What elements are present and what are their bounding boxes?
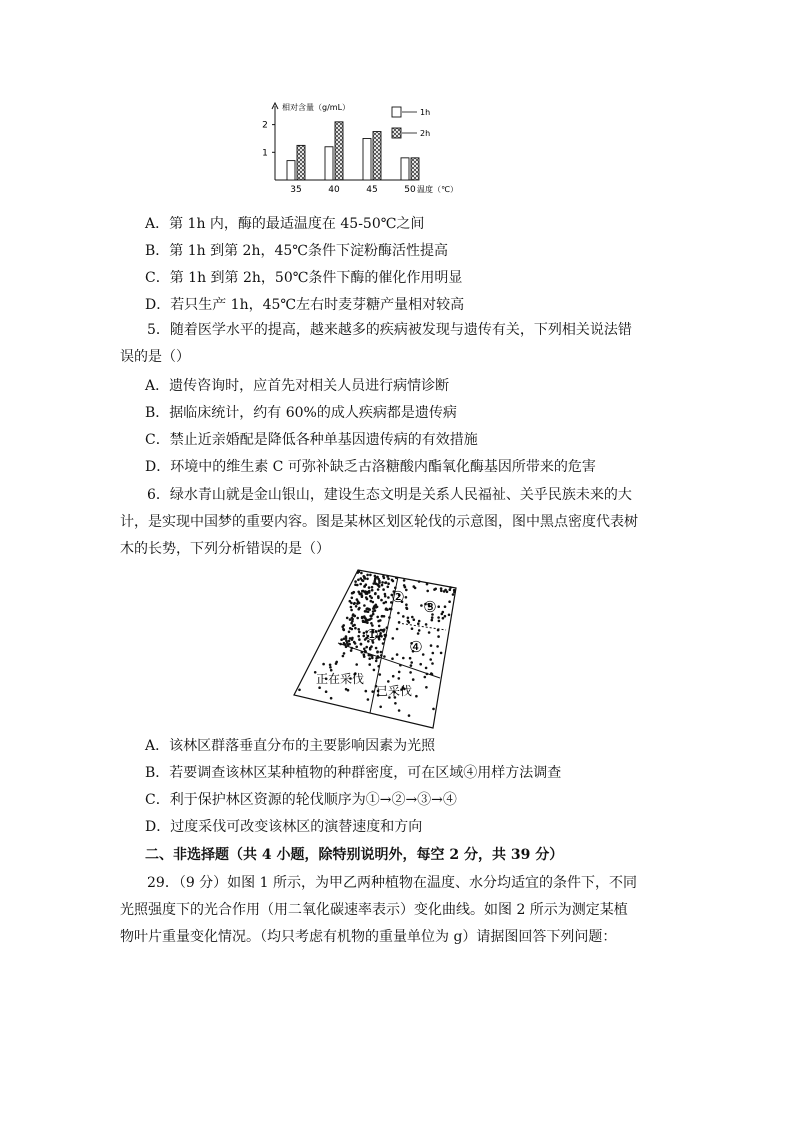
tree-dot xyxy=(354,580,357,583)
tree-dot xyxy=(429,658,432,661)
tree-dot xyxy=(349,600,352,603)
tree-dot xyxy=(366,607,369,610)
tree-dot xyxy=(355,605,358,608)
tree-dot xyxy=(366,574,369,577)
tree-dot xyxy=(408,714,411,717)
tree-dot xyxy=(348,640,351,643)
tree-dot xyxy=(383,577,386,580)
tree-dot xyxy=(378,585,381,588)
tree-dot xyxy=(318,686,321,689)
tree-dot xyxy=(417,622,420,625)
legend-swatch-2h xyxy=(392,128,401,138)
q4-option-c: C．第 1h 到第 2h，50℃条件下酶的催化作用明显 xyxy=(145,270,463,286)
tree-dot xyxy=(403,579,406,582)
bar-2h-45 xyxy=(373,132,381,180)
tree-dot xyxy=(372,601,375,604)
region-4-label: ④ xyxy=(409,638,423,656)
tree-dot xyxy=(425,667,428,670)
tree-dot xyxy=(444,615,447,618)
region-3-label: ③ xyxy=(423,598,437,616)
tree-dot xyxy=(369,615,372,618)
tree-dot xyxy=(349,627,352,630)
tree-dot xyxy=(357,628,360,631)
tree-dot xyxy=(386,608,389,611)
tree-dot xyxy=(442,611,445,614)
tree-dot xyxy=(411,627,414,630)
tree-dot xyxy=(440,652,443,655)
tree-dot xyxy=(437,616,440,619)
tree-dot xyxy=(389,608,392,611)
tree-dot xyxy=(406,607,409,610)
tree-dot xyxy=(431,662,434,665)
tree-dot xyxy=(448,600,451,603)
tree-dot xyxy=(436,645,439,648)
bar-1h-40 xyxy=(325,147,333,180)
y-axis-label: 相对含量（g/mL） xyxy=(282,103,351,112)
tree-dot xyxy=(380,635,383,638)
tree-dot xyxy=(369,574,372,577)
tree-dot xyxy=(375,604,378,607)
legend-swatch-1h xyxy=(392,107,401,117)
tree-dot xyxy=(362,580,365,583)
tree-dot xyxy=(343,642,346,645)
tree-dot xyxy=(374,575,377,578)
tree-dot xyxy=(340,638,343,641)
tree-dot xyxy=(373,669,376,672)
x-tick-label: 40 xyxy=(328,185,340,195)
tree-dot xyxy=(371,586,374,589)
region-1-label: ① xyxy=(365,626,379,644)
tree-dot xyxy=(405,589,408,592)
tree-dot xyxy=(359,593,362,596)
tree-dot xyxy=(407,617,410,620)
bar-1h-50 xyxy=(401,158,409,180)
tree-dot xyxy=(383,638,386,641)
tree-dot xyxy=(358,607,361,610)
tree-dot xyxy=(354,583,357,586)
tree-dot xyxy=(339,643,342,646)
tree-dot xyxy=(368,663,371,666)
tree-dot xyxy=(398,709,401,712)
tree-dot xyxy=(437,605,440,608)
tree-dot xyxy=(430,672,433,675)
tree-dot xyxy=(322,663,325,666)
tree-dot xyxy=(405,603,408,606)
tree-dot xyxy=(411,616,414,619)
tree-dot xyxy=(342,655,345,658)
tree-dot xyxy=(351,637,354,640)
tree-dot xyxy=(343,638,346,641)
tree-dot xyxy=(382,588,385,591)
tree-dot xyxy=(385,634,388,637)
q5-stem: 5．随着医学水平的提高，越来越多的疾病被发现与遗传有关，下列相关说法错误的是（） xyxy=(120,322,632,365)
q6-option-d: D．过度采伐可改变该林区的演替速度和方向 xyxy=(145,819,423,835)
tree-dot xyxy=(430,644,433,647)
tree-dot xyxy=(418,620,421,623)
tree-dot xyxy=(360,572,363,575)
tree-dot xyxy=(329,664,332,667)
q29-stem: 29．（9 分）如图 1 所示，为甲乙两种植物在温度、水分均适宜的条件下，不同光照强度下的光合作用（用二氧化碳速率表示）变化曲线。如图 2 所示为测定某植物叶片重量变化情况。（均只考虑有机物的重量单位为 g）请据图回答下列问题： xyxy=(120,875,637,945)
tree-dot xyxy=(368,586,371,589)
tree-dot xyxy=(365,610,368,613)
cut-label: 已采伐 xyxy=(375,684,413,698)
y-tick-label: 1 xyxy=(262,148,268,159)
tree-dot xyxy=(438,620,441,623)
y-tick-label: 2 xyxy=(262,120,268,131)
tree-dot xyxy=(428,631,431,634)
tree-dot xyxy=(398,621,401,624)
tree-dot xyxy=(350,606,353,609)
tree-dot xyxy=(370,617,373,620)
q5-option-c: C．禁止近亲婚配是降低各种单基因遗传病的有效措施 xyxy=(145,432,478,448)
tree-dot xyxy=(349,637,352,640)
x-tick-label: 45 xyxy=(366,185,378,195)
q6-option-c: C．利于保护林区资源的轮伐顺序为①→②→③→④ xyxy=(145,792,457,808)
tree-dot xyxy=(357,579,360,582)
tree-dot xyxy=(370,645,373,648)
bar-2h-50 xyxy=(411,158,419,180)
tree-dot xyxy=(432,652,435,655)
tree-dot xyxy=(355,646,358,649)
tree-dot xyxy=(431,616,434,619)
tree-dot xyxy=(409,671,412,674)
tree-dot xyxy=(394,702,397,705)
tree-dot xyxy=(452,593,455,596)
tree-dot xyxy=(374,582,377,585)
tree-dot xyxy=(425,623,428,626)
tree-dot xyxy=(371,589,374,592)
tree-dot xyxy=(330,697,333,700)
tree-dot xyxy=(408,621,411,624)
tree-dot xyxy=(398,671,401,674)
tree-dot xyxy=(359,583,362,586)
tree-dot xyxy=(358,631,361,634)
tree-dot xyxy=(396,653,399,656)
tree-dot xyxy=(377,597,380,600)
bar-2h-35 xyxy=(297,145,305,180)
tree-dot xyxy=(437,635,440,638)
x-tick-label: 50 xyxy=(404,185,416,195)
tree-dot xyxy=(347,689,350,692)
tree-dot xyxy=(419,663,422,666)
tree-dot xyxy=(374,593,377,596)
tree-dot xyxy=(329,666,332,669)
tree-dot xyxy=(392,637,395,640)
tree-dot xyxy=(365,619,368,622)
tree-dot xyxy=(383,602,386,605)
tree-dot xyxy=(425,686,428,689)
x-tick-label: 35 xyxy=(290,185,302,195)
tree-dot xyxy=(405,596,408,599)
tree-dot xyxy=(418,580,421,583)
tree-dot xyxy=(365,646,368,649)
forest-rotation-diagram xyxy=(290,568,462,730)
tree-dot xyxy=(353,641,356,644)
tree-dot xyxy=(386,575,389,578)
tree-dot xyxy=(426,590,429,593)
tree-dot xyxy=(341,625,344,628)
tree-dot xyxy=(444,605,447,608)
tree-dot xyxy=(417,632,420,635)
tree-dot xyxy=(402,615,405,618)
tree-dot xyxy=(377,620,380,623)
tree-dot xyxy=(373,580,376,583)
tree-dot xyxy=(352,624,355,627)
tree-dot xyxy=(380,629,383,632)
tree-dot xyxy=(442,617,445,620)
region-2-label: ② xyxy=(391,588,405,606)
tree-dot xyxy=(364,650,367,653)
tree-dot xyxy=(360,577,363,580)
tree-dot xyxy=(375,660,378,663)
tree-dot xyxy=(386,626,389,629)
tree-dot xyxy=(384,595,387,598)
tree-dot xyxy=(382,642,385,645)
tree-dot xyxy=(387,586,390,589)
q6-option-b: B．若要调查该林区某种植物的种群密度，可在区域④用样方法调查 xyxy=(145,765,562,781)
tree-dot xyxy=(380,651,383,654)
q4-option-b: B．第 1h 到第 2h，45℃条件下淀粉酶活性提高 xyxy=(145,243,448,259)
x-axis-label: 温度（℃） xyxy=(417,185,458,194)
tree-dot xyxy=(437,629,440,632)
tree-dot xyxy=(298,689,301,692)
tree-dot xyxy=(418,629,421,632)
tree-dot xyxy=(440,590,443,593)
tree-dot xyxy=(351,620,354,623)
tree-dot xyxy=(368,657,371,660)
tree-dot xyxy=(361,616,364,619)
legend-label-2h: 2h xyxy=(420,129,431,138)
tree-dot xyxy=(434,588,437,591)
tree-dot xyxy=(449,588,452,591)
tree-dot xyxy=(355,663,358,666)
tree-dot xyxy=(363,575,366,578)
tree-dot xyxy=(383,628,386,631)
tree-dot xyxy=(381,581,384,584)
tree-dot xyxy=(415,695,418,698)
tree-dot xyxy=(409,657,412,660)
tree-dot xyxy=(391,657,394,660)
tree-dot xyxy=(392,580,395,583)
tree-dot xyxy=(375,606,378,609)
cutting-label: 正在采伐 xyxy=(315,672,365,686)
q6-stem: 6．绿水青山就是金山银山，建设生态文明是关系人民福祉、关乎民族未来的大计，是实现中国梦的重要内容。图是某林区划区轮伐的示意图，图中黑点密度代表树木的长势，下列分析错误的是（） xyxy=(120,487,638,557)
q5-option-b: B．据临床统计，约有 60%的成人疾病都是遗传病 xyxy=(145,405,457,421)
tree-dot xyxy=(353,602,356,605)
tree-dot xyxy=(345,639,348,642)
tree-dot xyxy=(388,616,391,619)
tree-dot xyxy=(375,647,378,650)
tree-dot xyxy=(361,651,364,654)
tree-dot xyxy=(379,673,382,676)
tree-dot xyxy=(376,616,379,619)
tree-dot xyxy=(384,593,387,596)
tree-dot xyxy=(399,664,402,667)
tree-dot xyxy=(395,577,398,580)
tree-dot xyxy=(381,615,384,618)
tree-dot xyxy=(348,631,351,634)
tree-dot xyxy=(371,657,374,660)
tree-dot xyxy=(412,678,415,681)
tree-dot xyxy=(357,635,360,638)
tree-dot xyxy=(426,673,429,676)
tree-dot xyxy=(392,675,395,678)
tree-dot xyxy=(381,584,384,587)
tree-dot xyxy=(365,690,368,693)
tree-dot xyxy=(356,617,359,620)
q6-option-a: A．该林区群落垂直分布的主要影响因素为光照 xyxy=(145,738,436,754)
tree-dot xyxy=(351,597,354,600)
tree-dot xyxy=(351,647,354,650)
section-2-heading: 二、非选择题（共 4 小题，除特别说明外，每空 2 分，共 39 分） xyxy=(145,847,564,863)
tree-dot xyxy=(342,628,345,631)
tree-dot xyxy=(360,643,363,646)
tree-dot xyxy=(368,590,371,593)
tree-dot xyxy=(354,627,357,630)
tree-dot xyxy=(345,635,348,638)
tree-dot xyxy=(350,609,353,612)
tree-dot xyxy=(367,698,370,701)
q4-option-a: A．第 1h 内，酶的最适温度在 45-50℃之间 xyxy=(145,216,425,232)
tree-dot xyxy=(385,581,388,584)
tree-dot xyxy=(402,657,405,660)
tree-dot xyxy=(387,596,390,599)
tree-dot xyxy=(377,665,380,668)
tree-dot xyxy=(374,609,377,612)
tree-dot xyxy=(446,591,449,594)
tree-dot xyxy=(352,614,355,617)
tree-dot xyxy=(362,590,365,593)
tree-dot xyxy=(363,585,366,588)
legend-label-1h: 1h xyxy=(420,108,431,117)
tree-dot xyxy=(379,706,382,709)
tree-dot xyxy=(358,638,361,641)
tree-dot xyxy=(376,651,379,654)
tree-dot xyxy=(335,662,338,665)
tree-dot xyxy=(358,570,361,573)
tree-dot xyxy=(375,657,378,660)
tree-dot xyxy=(424,676,427,679)
tree-dot xyxy=(410,661,413,664)
tree-dot xyxy=(363,648,366,651)
tree-dot xyxy=(371,690,374,693)
enzyme-bar-chart xyxy=(255,98,475,196)
tree-dot xyxy=(398,677,401,680)
tree-dot xyxy=(387,578,390,581)
tree-dot xyxy=(448,614,451,617)
tree-dot xyxy=(426,583,429,586)
tree-dot xyxy=(350,649,353,652)
tree-dot xyxy=(413,618,416,621)
tree-dot xyxy=(431,619,434,622)
tree-dot xyxy=(362,620,365,623)
tree-dot xyxy=(396,628,399,631)
tree-dot xyxy=(365,596,368,599)
q4-option-d: D．若只生产 1h，45℃左右时麦芽糖产量相对较高 xyxy=(145,297,465,313)
tree-dot xyxy=(346,617,349,620)
tree-dot xyxy=(453,589,456,592)
bar-2h-40 xyxy=(335,122,343,180)
tree-dot xyxy=(383,655,386,658)
tree-dot xyxy=(443,590,446,593)
q5-option-a: A．遗传咨询时，应首先对相关人员进行病情诊断 xyxy=(145,378,450,394)
tree-dot xyxy=(440,587,443,590)
tree-dot xyxy=(363,655,366,658)
tree-dot xyxy=(368,654,371,657)
tree-dot xyxy=(387,680,390,683)
tree-dot xyxy=(410,664,413,667)
tree-dot xyxy=(369,648,372,651)
tree-dot xyxy=(351,592,354,595)
tree-dot xyxy=(379,632,382,635)
tree-dot xyxy=(363,604,366,607)
tree-dot xyxy=(387,582,390,585)
tree-dot xyxy=(377,588,380,591)
tree-dot xyxy=(364,590,367,593)
tree-dot xyxy=(413,585,416,588)
tree-dot xyxy=(370,597,373,600)
tree-dot xyxy=(376,576,379,579)
tree-dot xyxy=(397,612,400,615)
q5-option-d: D．环境中的维生素 C 可弥补缺乏古洛糖酸内酯氧化酶基因所带来的危害 xyxy=(145,459,596,475)
tree-dot xyxy=(343,652,346,655)
tree-dot xyxy=(380,599,383,602)
tree-dot xyxy=(356,598,359,601)
tree-dot xyxy=(372,613,375,616)
tree-dot xyxy=(380,654,383,657)
tree-dot xyxy=(378,580,381,583)
tree-dot xyxy=(366,578,369,581)
tree-dot xyxy=(432,708,435,711)
tree-dot xyxy=(351,617,354,620)
tree-dot xyxy=(348,643,351,646)
bar-1h-35 xyxy=(287,161,295,180)
tree-dot xyxy=(325,690,328,693)
bar-1h-45 xyxy=(363,138,371,180)
tree-dot xyxy=(345,646,348,649)
